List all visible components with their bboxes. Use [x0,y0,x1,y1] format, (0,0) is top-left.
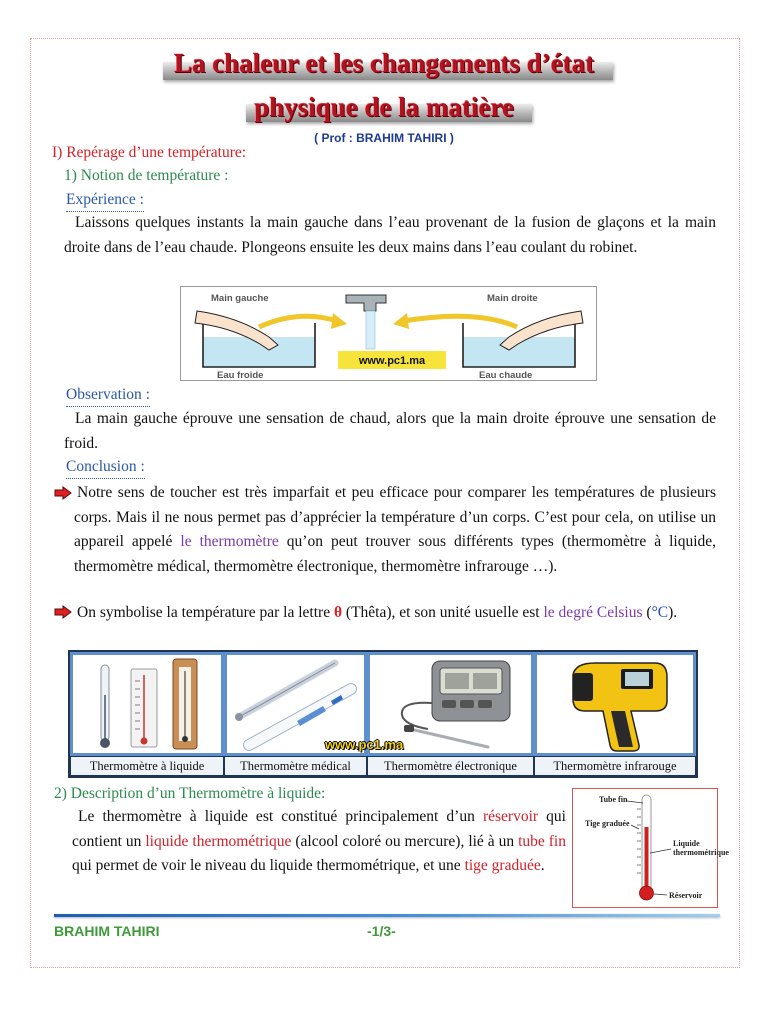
subsection-heading-1: 1) Notion de température : [64,167,229,184]
bullet-2-text-middle: (Thêta), et son unité usuelle est [342,604,544,621]
description-text: Le thermomètre à liquide est constitué principalement d’un [78,808,483,825]
observation-text: La main gauche éprouve une sensation de chaud, alors que la main droite éprouve une sensation de froid. [64,410,716,452]
cold-water-label: Eau froide [217,370,264,380]
conclusion-bullet-1 [74,481,716,579]
infrared-thermometer-icon [537,655,693,753]
reservoir-label: Réservoir [669,891,703,900]
experiment-illustration [181,287,596,380]
bullet-1-text-end: qu’on peut trouver sous différents types (thermomètre à liquide, thermomètre médical, thermomètre électronique, thermomètre infrarouge …). [74,533,717,575]
left-arrow-head [331,313,347,329]
page-title-line-2: physique de la matière [254,92,514,122]
thermometer-diagram [572,788,729,908]
bullet-2-text: On symbolise la température par la lettre [77,604,334,621]
keyword-tube: tube fin [518,832,566,850]
liquid-thermometer-description [72,805,566,879]
keyword-stem: tige graduée [464,857,541,874]
left-arrow-icon [259,316,337,327]
keyword-reservoir: réservoir [482,808,539,825]
unit-symbol: °C [651,604,669,621]
liquid-label: Liquide thermométrique [673,839,729,857]
liquid-thermometer-icon [73,655,221,753]
unit-name: le degré Celsius [543,604,643,621]
right-arrow-head [393,313,409,329]
right-arrow-icon [403,316,517,327]
water-stream [366,311,375,349]
conclusion-bullet-2 [74,601,716,626]
right-hand-label: Main droite [487,293,538,304]
liquid-thermometer-image [70,652,224,756]
footer-divider [54,914,720,917]
paren-close: ). [668,604,678,621]
hot-water-label: Eau chaude [479,370,533,380]
stem-label: Tige graduée [585,819,630,828]
experience-label: Expérience : [66,190,144,212]
observation-label: Observation : [66,385,150,407]
arrow-bullet-icon [54,605,72,624]
experience-text: Laissons quelques instants la main gauche dans l’eau provenant de la fusion de glaçons et la main droite dans de l’eau chaude. Plongeons ensuite les deux mains dans l’eau coulant du robinet. [64,214,716,256]
description-text: (alcool coloré ou mercure), lié à un [291,832,519,850]
bullet-1-text: Notre sens de toucher est très imparfait et peu efficace pour comparer les températures de plusieurs corps. Mais il ne nous permet pas d’apprécier la température d’un corps. C’est pour cela, on utilise un appareil appelé [74,484,716,550]
page-title-line-1: La chaleur et les changements d’état [173,48,595,78]
subsection-heading-2: 2) Description d’un Thermomètre à liquide: [54,785,326,802]
infrared-thermometer-label: Thermomètre infrarouge [534,756,696,776]
medical-thermometer-label: Thermomètre médical [224,756,367,776]
keyword-liquid: liquide thermométrique [145,832,292,850]
left-hand-label: Main gauche [211,293,269,304]
author-line: ( Prof : BRAHIM TAHIRI ) [314,131,454,145]
conclusion-label: Conclusion : [66,457,145,479]
figure-watermark: www.pc1.ma [358,355,426,367]
tap-icon [346,295,386,311]
thermometer-term: le thermomètre [180,533,279,550]
theta-symbol: θ [333,604,343,621]
section-heading-1: I) Repérage d’une température: [52,144,247,161]
page-number: -1/3- [367,923,396,939]
tube-label: Tube fin [599,795,628,804]
infrared-thermometer-image [534,652,696,756]
paren-open: ( [642,604,652,621]
description-text: qui contient un [72,808,566,850]
description-text: qui permet de voir le niveau du liquide thermométrique, et une [72,857,465,874]
description-text: . [540,857,545,874]
table-watermark: www.pc1.ma [325,737,404,752]
experiment-figure [180,286,597,381]
arrow-bullet-icon [54,486,72,505]
electronic-thermometer-label: Thermomètre électronique [367,756,534,776]
thermometer-types-table [68,650,698,778]
footer-author: BRAHIM TAHIRI [54,923,160,939]
liquid-thermometer-label: Thermomètre à liquide [70,756,224,776]
